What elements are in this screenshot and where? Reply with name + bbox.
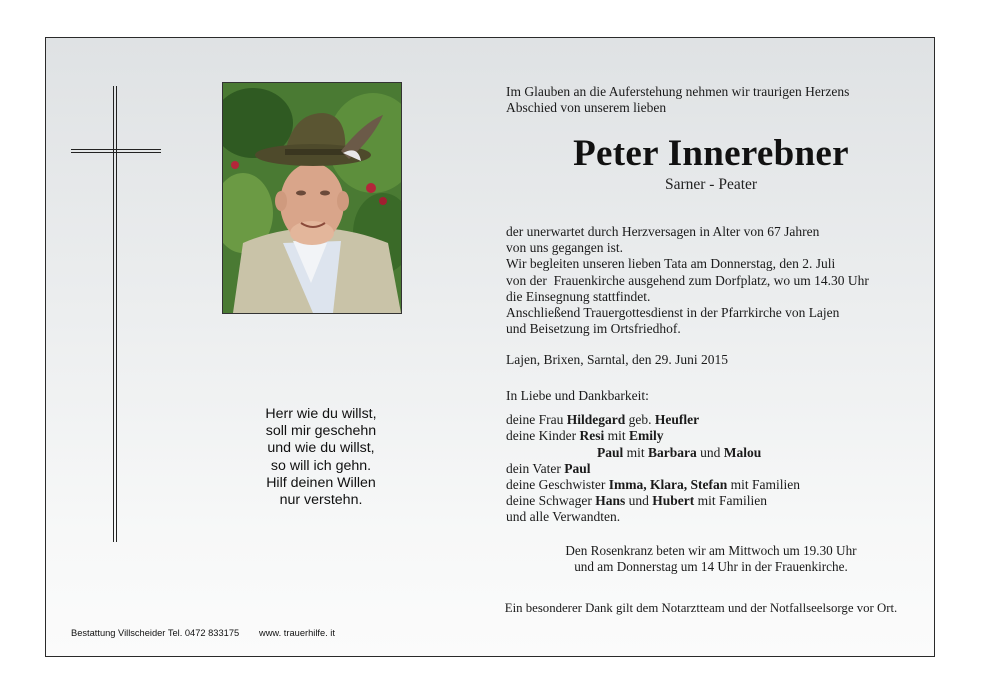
rosary-line: und am Donnerstag um 14 Uhr in der Frauenkirche. bbox=[574, 559, 848, 575]
family-wife: deine Frau Hildegard geb. Heufler bbox=[506, 412, 700, 428]
family-inlaws: deine Schwager Hans und Hubert mit Familien bbox=[506, 493, 767, 509]
family-children-2: Paul mit Barbara und Malou bbox=[597, 444, 762, 460]
family-relatives: und alle Verwandten. bbox=[506, 509, 621, 525]
verse-line: und wie du willst, bbox=[267, 440, 375, 457]
obituary-card bbox=[45, 37, 935, 657]
body-line: Wir begleiten unseren lieben Tata am Donnerstag, den 2. Juli bbox=[506, 256, 836, 272]
body-line: und Beisetzung im Ortsfriedhof. bbox=[506, 321, 681, 337]
family-list bbox=[506, 388, 800, 526]
verse-line: Herr wie du willst, bbox=[265, 406, 377, 422]
deceased-nickname: Sarner - Peater bbox=[664, 176, 758, 193]
family-siblings: deine Geschwister Imma, Klara, Stefan mit Familien bbox=[506, 477, 800, 493]
verse-line: so will ich gehn. bbox=[270, 457, 372, 474]
rosary-line: Den Rosenkranz beten wir am Mittwoch um 19.30 Uhr bbox=[565, 543, 857, 558]
body-line: von der Frauenkirche ausgehend zum Dorfplatz, wo um 14.30 Uhr bbox=[506, 272, 869, 288]
intro-text bbox=[506, 84, 849, 116]
cross-icon-line bbox=[116, 86, 117, 542]
intro-line: Abschied von unserem lieben bbox=[506, 100, 667, 116]
body-line: von uns gegangen ist. bbox=[506, 240, 623, 256]
verse-line: Hilf deinen Willen bbox=[266, 474, 376, 491]
cross-icon-bar-2 bbox=[71, 152, 161, 153]
announcement-body bbox=[506, 224, 869, 337]
family-children: deine Kinder Resi mit Emily bbox=[506, 428, 664, 444]
website-link[interactable]: www. trauerhilfe. it bbox=[259, 628, 335, 638]
family-heading: In Liebe und Dankbarkeit: bbox=[506, 388, 649, 403]
undertaker-contact: Bestattung Villscheider Tel. 0472 833175 bbox=[71, 628, 240, 638]
place-date: Lajen, Brixen, Sarntal, den 29. Juni 2015 bbox=[506, 352, 728, 367]
intro-line: Im Glauben an die Auferstehung nehmen wir traurigen Herzens bbox=[506, 84, 850, 99]
rosary-info bbox=[546, 543, 876, 575]
body-line: der unerwartet durch Herzversagen in Alter von 67 Jahren bbox=[506, 224, 820, 239]
body-line: Anschließend Trauergottesdienst in der Pfarrkirche von Lajen bbox=[506, 305, 840, 321]
verse-poem bbox=[236, 406, 406, 509]
verse-line: soll mir geschehn bbox=[265, 423, 377, 440]
deceased-name: Peter Innerebner bbox=[573, 133, 849, 174]
body-line: die Einsegnung stattfindet. bbox=[506, 288, 651, 304]
verse-line: nur verstehn. bbox=[279, 492, 363, 509]
cross-icon-bar bbox=[71, 149, 161, 150]
portrait-photo bbox=[222, 82, 402, 314]
family-father: dein Vater Paul bbox=[506, 460, 591, 476]
thanks-note: Ein besonderer Dank gilt dem Notarztteam und der Notfallseelsorge vor Ort. bbox=[504, 601, 898, 615]
cross-icon bbox=[113, 86, 114, 542]
